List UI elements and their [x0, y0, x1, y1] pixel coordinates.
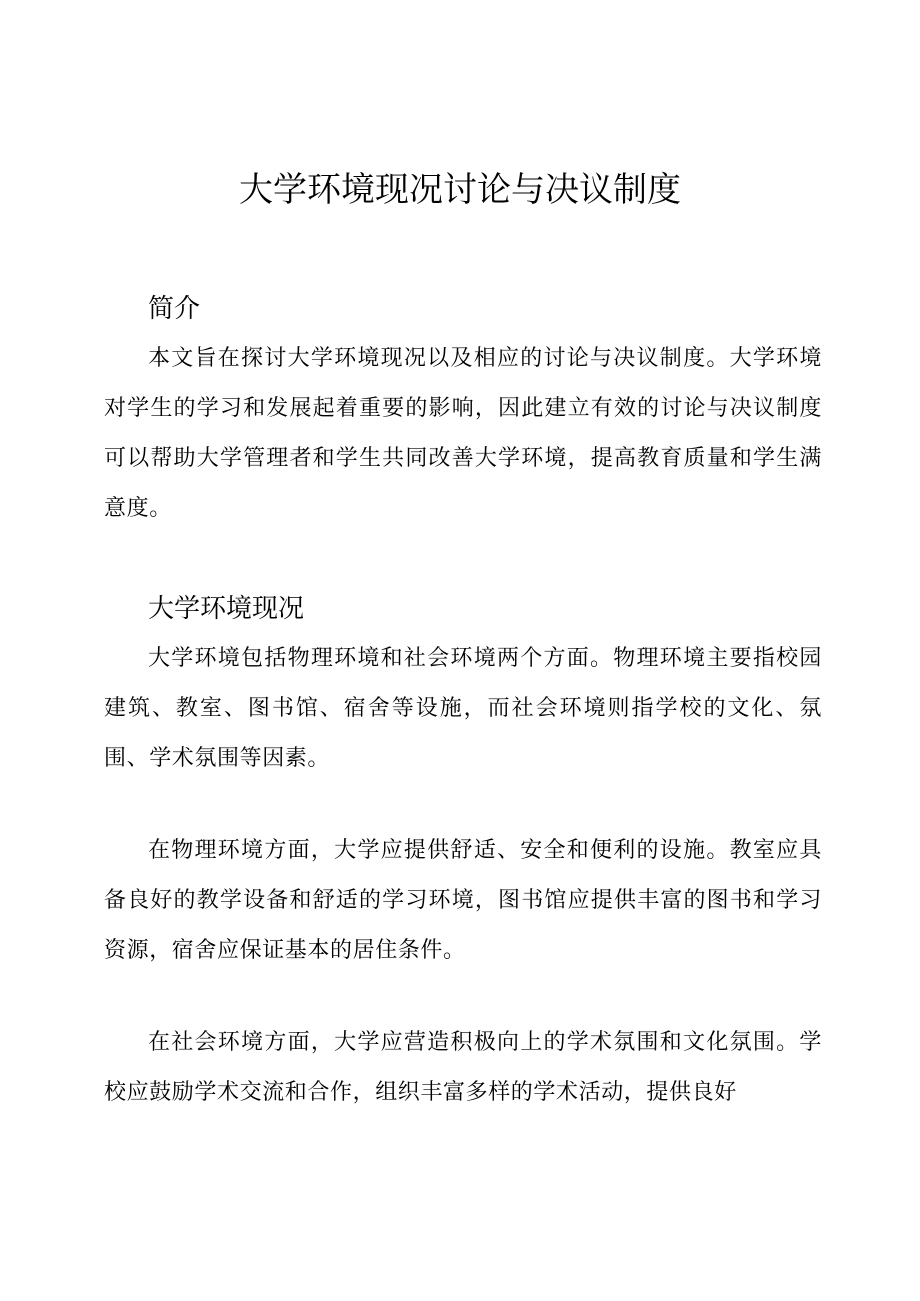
campus-status-paragraph-3: 在社会环境方面，大学应营造积极向上的学术氛围和文化氛围。学校应鼓励学术交流和合作，组织丰富多样的学术活动，提供良好	[104, 1030, 822, 1105]
campus-status-paragraph-2: 在物理环境方面，大学应提供舒适、安全和便利的设施。教室应具备良好的教学设备和舒适的学习环境，图书馆应提供丰富的图书和学习资源，宿舍应保证基本的居住条件。	[104, 838, 822, 963]
campus-status-paragraph-1: 大学环境包括物理环境和社会环境两个方面。物理环境主要指校园建筑、教室、图书馆、宿舍等设施，而社会环境则指学校的文化、氛围、学术氛围等因素。	[104, 646, 822, 771]
section-heading-campus-status: 大学环境现况	[148, 594, 305, 624]
document-title: 大学环境现况讨论与决议制度	[239, 170, 681, 210]
section-heading-intro: 简介	[148, 294, 201, 324]
intro-paragraph: 本文旨在探讨大学环境现况以及相应的讨论与决议制度。大学环境对学生的学习和发展起着重要的影响，因此建立有效的讨论与决议制度可以帮助大学管理者和学生共同改善大学环境，提高教育质量和学生满意度。	[104, 346, 822, 521]
